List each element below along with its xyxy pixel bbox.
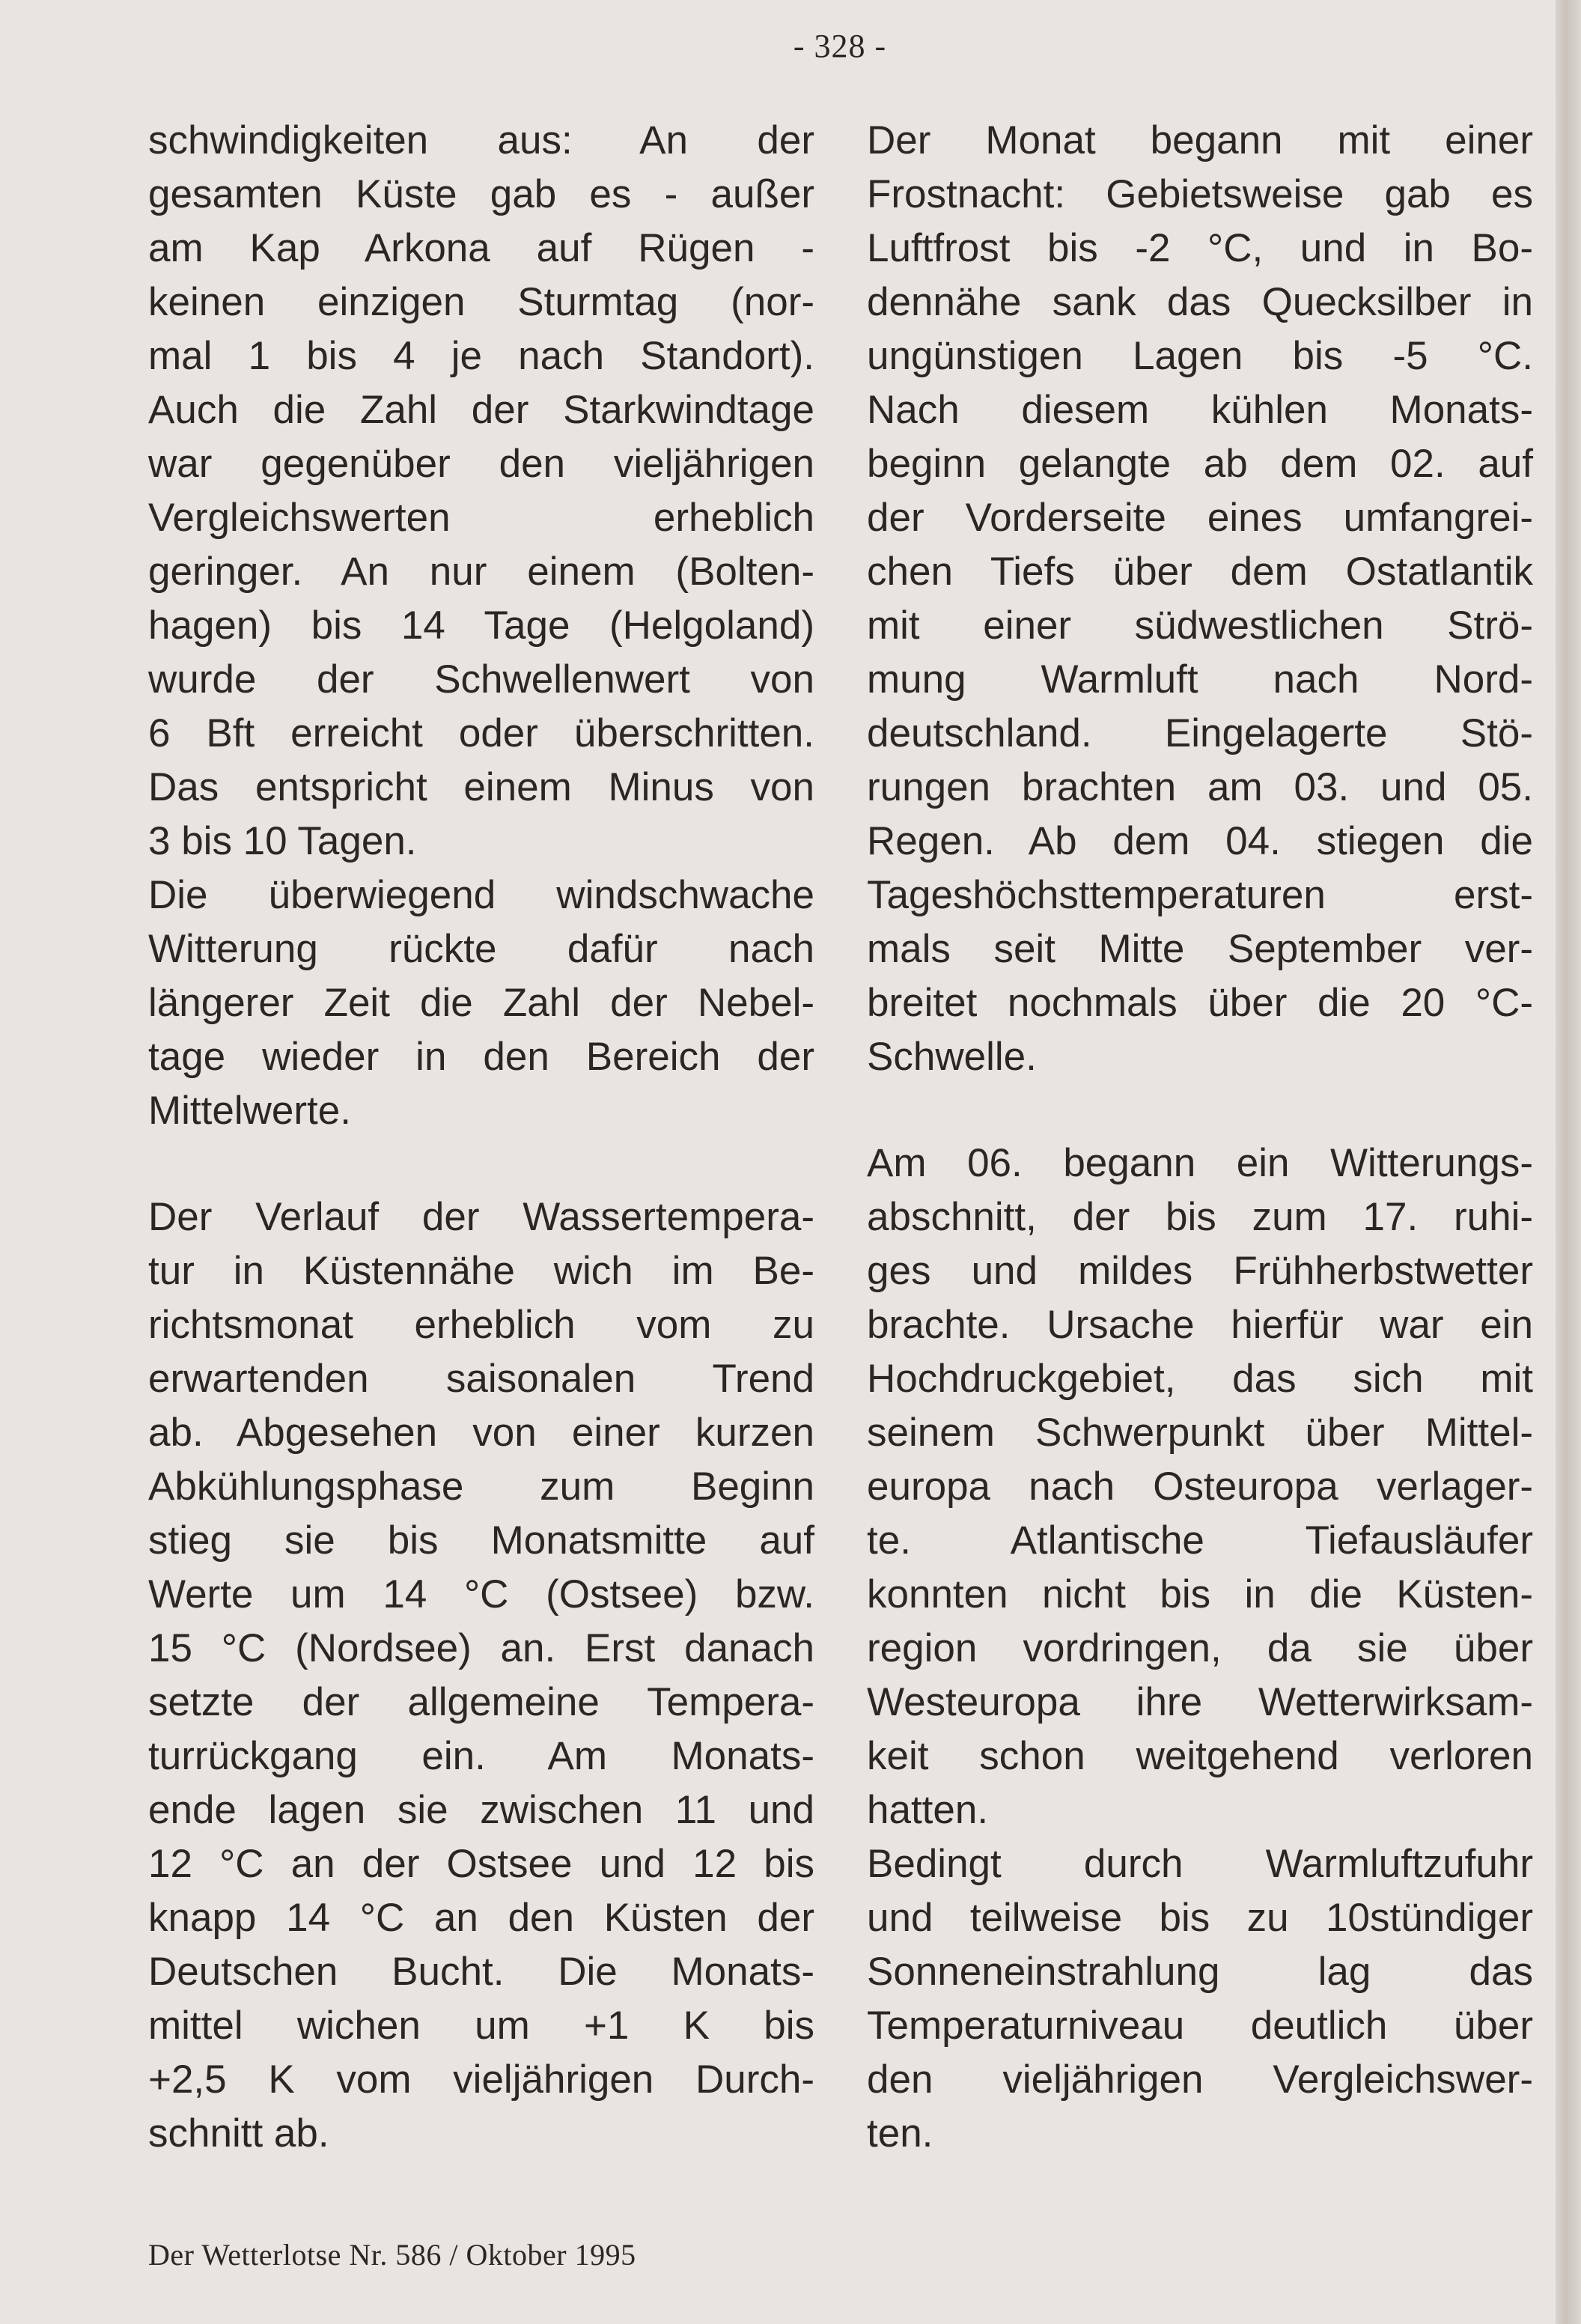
text-line: am Kap Arkona auf Rügen - — [148, 226, 814, 270]
text-line: rungen brachten am 03. und 05. — [867, 765, 1533, 809]
text-line: Luftfrost bis -2 °C, und in Bo- — [867, 226, 1533, 270]
left-paragraph-3 — [148, 1190, 814, 2161]
page-number: - 328 - — [793, 28, 887, 64]
text-line: Abkühlungsphase zum Beginn — [148, 1464, 814, 1509]
text-line: Temperaturniveau deutlich über — [867, 2004, 1533, 2048]
text-line: ende lagen sie zwischen 11 und — [148, 1788, 814, 1832]
page-edge — [1556, 0, 1581, 2324]
text-line: Deutschen Bucht. Die Monats- — [148, 1950, 814, 1994]
text-line: erwartenden saisonalen Trend — [148, 1357, 814, 1401]
text-line: Das entspricht einem Minus von — [148, 765, 814, 809]
text-line: richtsmonat erheblich vom zu — [148, 1303, 814, 1347]
text-line: te. Atlantische Tiefausläufer — [867, 1518, 1533, 1563]
text-line: abschnitt, der bis zum 17. ruhi- — [867, 1195, 1533, 1239]
text-line: Die überwiegend windschwache — [148, 873, 814, 917]
text-line: Der Verlauf der Wassertempera- — [148, 1195, 814, 1239]
right-paragraph-1 — [867, 114, 1533, 1084]
text-line: Vergleichswerten erheblich — [148, 496, 814, 540]
text-line: setzte der allgemeine Tempera- — [148, 1680, 814, 1724]
text-line: Nach diesem kühlen Monats- — [867, 388, 1533, 432]
text-line: turrückgang ein. Am Monats- — [148, 1734, 814, 1778]
text-line: Witterung rückte dafür nach — [148, 927, 814, 971]
right-paragraph-3 — [867, 1837, 1533, 2161]
text-line: und teilweise bis zu 10stündiger — [867, 1896, 1533, 1940]
text-line: Regen. Ab dem 04. stiegen die — [867, 819, 1533, 863]
text-line: war gegenüber den vieljährigen — [148, 442, 814, 486]
text-line: +2,5 K vom vieljährigen Durch- — [148, 2057, 814, 2102]
text-line: 12 °C an der Ostsee und 12 bis — [148, 1842, 814, 1886]
text-line: hatten. — [867, 1788, 989, 1832]
text-line: europa nach Osteuropa verlager- — [867, 1464, 1533, 1509]
text-line: Sonneneinstrahlung lag das — [867, 1950, 1533, 1994]
text-line: der Vorderseite eines umfangrei- — [867, 496, 1533, 540]
text-line: deutschland. Eingelagerte Stö- — [867, 711, 1533, 755]
text-line: 3 bis 10 Tagen. — [148, 819, 417, 863]
text-line: ten. — [867, 2111, 933, 2156]
text-line: ungünstigen Lagen bis -5 °C. — [867, 334, 1533, 378]
text-line: Bedingt durch Warmluftzufuhr — [867, 1842, 1533, 1886]
page-footer: Der Wetterlotse Nr. 586 / Oktober 1995 — [148, 2238, 636, 2272]
text-line: Werte um 14 °C (Ostsee) bzw. — [148, 1572, 814, 1616]
text-line: seinem Schwerpunkt über Mittel- — [867, 1411, 1533, 1455]
text-line: tage wieder in den Bereich der — [148, 1035, 814, 1079]
text-line: gesamten Küste gab es - außer — [148, 172, 814, 216]
left-column — [148, 114, 814, 2161]
text-line: 15 °C (Nordsee) an. Erst danach — [148, 1626, 814, 1670]
text-line: hagen) bis 14 Tage (Helgoland) — [148, 603, 814, 648]
text-line: konnten nicht bis in die Küsten- — [867, 1572, 1533, 1616]
text-line: brachte. Ursache hierfür war ein — [867, 1303, 1533, 1347]
text-line: keinen einzigen Sturmtag (nor- — [148, 280, 814, 324]
text-line: 6 Bft erreicht oder überschritten. — [148, 711, 814, 755]
text-line: ab. Abgesehen von einer kurzen — [148, 1411, 814, 1455]
text-line: Frostnacht: Gebietsweise gab es — [867, 172, 1533, 216]
text-line: Der Monat begann mit einer — [867, 118, 1533, 162]
text-line: schwindigkeiten aus: An der — [148, 118, 814, 162]
right-paragraph-2 — [867, 1137, 1533, 1837]
text-line: mittel wichen um +1 K bis — [148, 2004, 814, 2048]
text-line: Tageshöchsttemperaturen erst- — [867, 873, 1533, 917]
text-line: mit einer südwestlichen Strö- — [867, 603, 1533, 648]
right-column — [867, 114, 1533, 2161]
text-line: geringer. An nur einem (Bolten- — [148, 550, 814, 594]
left-paragraph-1 — [148, 114, 814, 869]
text-line: Schwelle. — [867, 1035, 1037, 1079]
text-line: schnitt ab. — [148, 2111, 329, 2156]
text-line: knapp 14 °C an den Küsten der — [148, 1896, 814, 1940]
text-line: region vordringen, da sie über — [867, 1626, 1533, 1670]
paragraph-gap — [148, 1138, 814, 1190]
text-line: mals seit Mitte September ver- — [867, 927, 1533, 971]
left-paragraph-2 — [148, 869, 814, 1138]
text-line: keit schon weitgehend verloren — [867, 1734, 1533, 1778]
text-line: Am 06. begann ein Witterungs- — [867, 1141, 1533, 1185]
text-line: beginn gelangte ab dem 02. auf — [867, 442, 1533, 486]
text-line: mal 1 bis 4 je nach Standort). — [148, 334, 814, 378]
text-line: wurde der Schwellenwert von — [148, 657, 814, 702]
text-line: breitet nochmals über die 20 °C- — [867, 981, 1533, 1025]
text-line: stieg sie bis Monatsmitte auf — [148, 1518, 814, 1563]
text-line: ges und mildes Frühherbstwetter — [867, 1249, 1533, 1293]
text-line: dennähe sank das Quecksilber in — [867, 280, 1533, 324]
text-line: Westeuropa ihre Wetterwirksam- — [867, 1680, 1533, 1724]
text-line: Auch die Zahl der Starkwindtage — [148, 388, 814, 432]
text-line: Hochdruckgebiet, das sich mit — [867, 1357, 1533, 1401]
text-line: mung Warmluft nach Nord- — [867, 657, 1533, 702]
text-line: längerer Zeit die Zahl der Nebel- — [148, 981, 814, 1025]
paragraph-gap — [867, 1084, 1533, 1137]
text-line: chen Tiefs über dem Ostatlantik — [867, 550, 1533, 594]
text-line: den vieljährigen Vergleichswer- — [867, 2057, 1533, 2102]
text-line: Mittelwerte. — [148, 1089, 351, 1133]
text-line: tur in Küstennähe wich im Be- — [148, 1249, 814, 1293]
